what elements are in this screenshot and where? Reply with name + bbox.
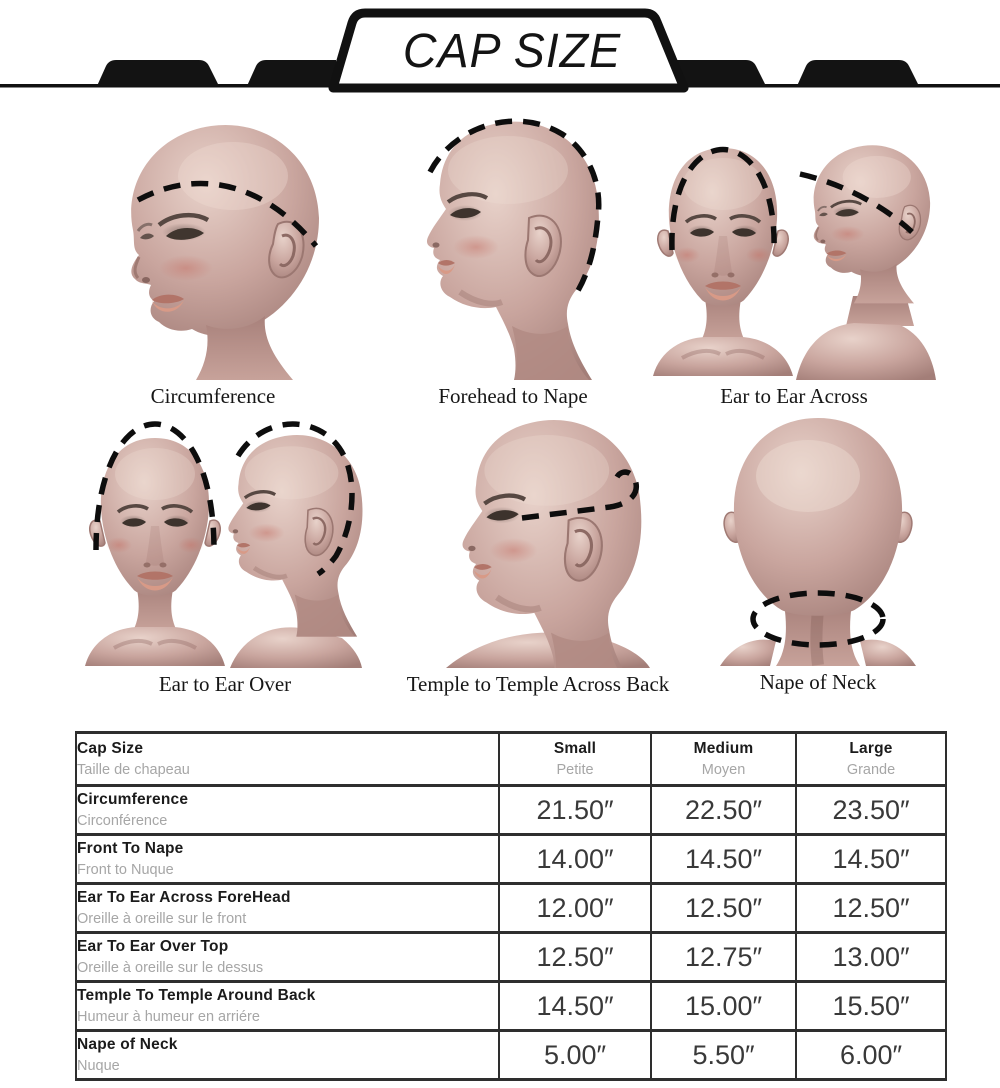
panel-nape-of-neck	[708, 408, 928, 695]
panel-ear-to-ear-across	[648, 110, 940, 409]
panel-circumference	[88, 110, 338, 409]
size-value: 13.00″	[796, 933, 946, 982]
row-label: Circumference Circonférence	[76, 786, 499, 835]
mannequin-head-profile-large	[388, 400, 688, 668]
size-value: 12.50″	[796, 884, 946, 933]
table-corner-cell	[76, 733, 499, 786]
size-value: 23.50″	[796, 786, 946, 835]
banner-tab	[797, 60, 919, 86]
panel-ear-to-ear-over	[80, 404, 370, 697]
mannequin-head-back	[708, 408, 928, 666]
table-row	[76, 982, 946, 1031]
corner-label-fr: Taille de chapeau	[77, 761, 190, 778]
table-row	[76, 1031, 946, 1080]
size-value: 15.50″	[796, 982, 946, 1031]
size-value: 12.50″	[499, 933, 651, 982]
size-value: 12.50″	[651, 884, 796, 933]
measurement-label: Ear to Ear Across	[720, 384, 868, 408]
mannequin-head-three-quarter	[88, 110, 338, 380]
table-row	[76, 835, 946, 884]
panel-temple-to-temple	[388, 400, 688, 697]
table-row	[76, 884, 946, 933]
column-header-large: Large Grande	[796, 733, 946, 786]
row-label: Temple To Temple Around Back Humeur à humeur en arriére	[76, 982, 499, 1031]
cap-size-table	[75, 731, 947, 1081]
banner-tab	[247, 60, 336, 86]
row-label: Ear To Ear Over Top Oreille à oreille sur le dessus	[76, 933, 499, 982]
size-value: 14.50″	[796, 835, 946, 884]
size-value: 5.50″	[651, 1031, 796, 1080]
size-value: 22.50″	[651, 786, 796, 835]
row-label: Nape of Neck Nuque	[76, 1031, 499, 1080]
size-value: 14.00″	[499, 835, 651, 884]
measurement-label: Nape of Neck	[759, 670, 877, 694]
measurement-label: Temple to Temple Across Back	[406, 672, 670, 696]
measurement-label: Forehead to Nape	[438, 384, 588, 408]
column-header-medium: Medium Moyen	[651, 733, 796, 786]
mannequin-heads-front-and-three-quarter	[648, 110, 940, 380]
corner-label-en: Cap Size	[77, 740, 144, 758]
measurement-label: Circumference	[150, 384, 276, 408]
table-row	[76, 786, 946, 835]
table-row	[76, 933, 946, 982]
banner-tab	[97, 60, 219, 86]
row-label: Front To Nape Front to Nuque	[76, 835, 499, 884]
size-value: 6.00″	[796, 1031, 946, 1080]
size-value: 21.50″	[499, 786, 651, 835]
mannequin-head-profile	[388, 110, 638, 380]
banner-title: CAP SIZE	[402, 24, 622, 78]
size-value: 12.00″	[499, 884, 651, 933]
table-header-row	[76, 733, 946, 786]
size-value: 14.50″	[651, 835, 796, 884]
size-value: 14.50″	[499, 982, 651, 1031]
size-value: 15.00″	[651, 982, 796, 1031]
measurement-label: Ear to Ear Over	[158, 672, 292, 696]
mannequin-heads-front-and-profile	[80, 404, 370, 668]
size-value: 12.75″	[651, 933, 796, 982]
panel-forehead-to-nape	[388, 110, 638, 409]
column-header-small: Small Petite	[499, 733, 651, 786]
size-value: 5.00″	[499, 1031, 651, 1080]
row-label: Ear To Ear Across ForeHead Oreille à oreille sur le front	[76, 884, 499, 933]
